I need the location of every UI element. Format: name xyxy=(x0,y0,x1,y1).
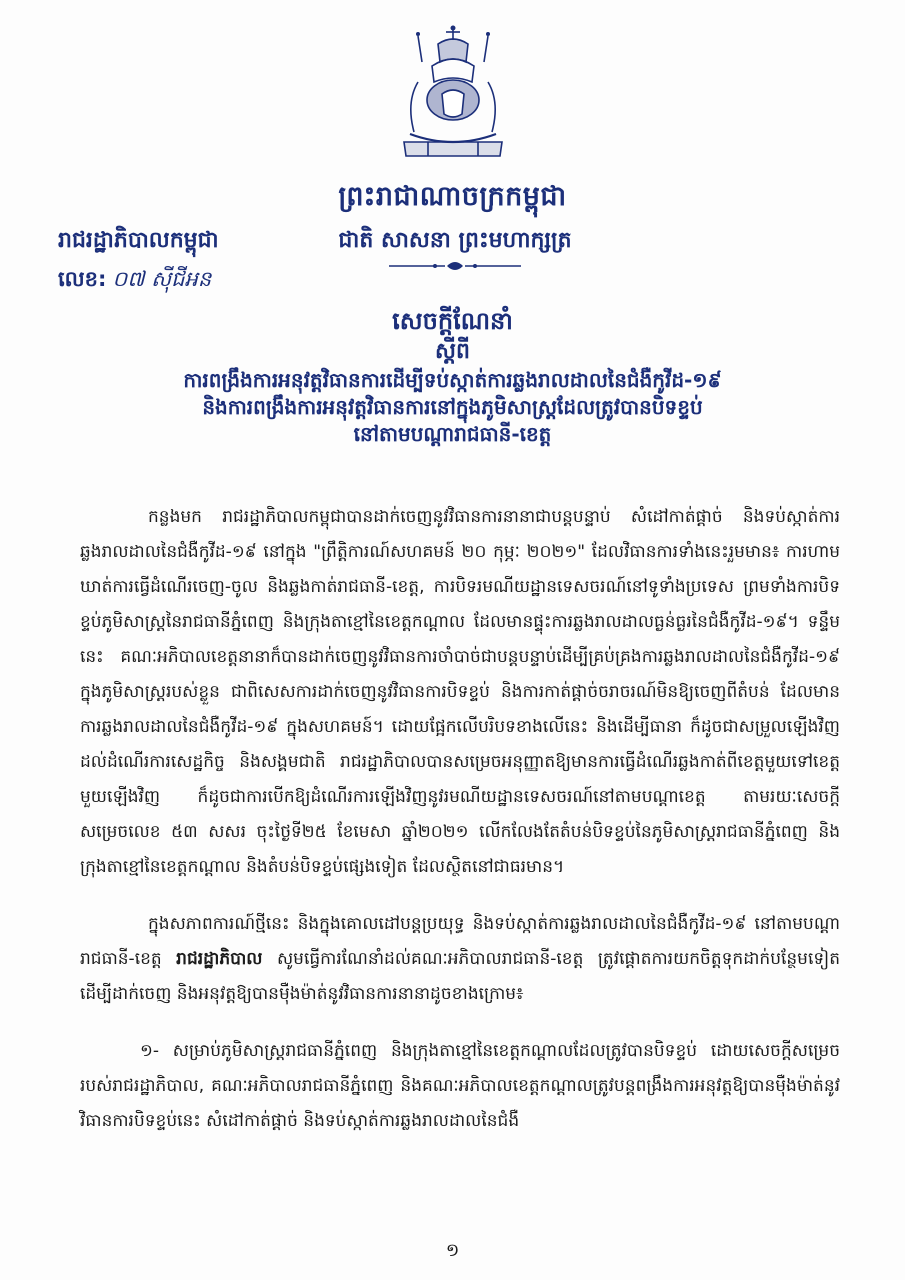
reference-number xyxy=(58,266,211,297)
national-motto: ជាតិ សាសនា ព្រះមហាក្សត្រ xyxy=(338,228,572,253)
divider-ornament xyxy=(385,258,525,274)
government-name: រាជរដ្ឋាភិបាលកម្ពុជា xyxy=(58,228,219,253)
kingdom-heading: ព្រះរាជាណាចក្រកម្ពុជា xyxy=(338,181,567,212)
body-paragraph: កន្លងមក រាជរដ្ឋាភិបាលកម្ពុជាបានដាក់ចេញនូវវិធានការនានាជាបន្តបន្ទាប់ សំដៅកាត់ផ្ដាច់ និងទប់ស្កាត់ការឆ្លងរាលដាលនៃជំងឺកូវីដ-១៩ នៅក្នុង "ព្រឹត្តិការណ៍សហគមន៍ ២០ កុម្ភៈ ២០២១" ដែលវិធានការទាំងនេះរួមមាន៖ ការហាមឃាត់ការធ្វើដំណើរចេញ-ចូល និងឆ្លងកាត់រាជធានី-ខេត្ត, ការបិទរមណីយដ្ឋានទេសចរណ៍នៅទូទាំងប្រទេស ព្រមទាំងការបិទខ្ទប់ភូមិសាស្ត្រនៃរាជធានីភ្នំពេញ និងក្រុងតាខ្មៅនៃខេត្តកណ្ដាល ដែលមានផ្ទុះការឆ្លងរាលដាលធ្ងន់ធ្ងរនៃជំងឺកូវីដ-១៩។ ទន្ទឹមនេះ គណៈអភិបាលខេត្តនានាក៏បានដាក់ចេញនូវវិធានការចាំបាច់ជាបន្តបន្ទាប់ដើម្បីគ្រប់គ្រងការឆ្លងរាលដាលនៃជំងឺកូវីដ-១៩ ក្នុងភូមិសាស្ត្ររបស់ខ្លួន ជាពិសេសការដាក់ចេញនូវវិធានការបិទខ្ទប់ និងការកាត់ផ្ដាច់ចរាចរណ៍មិនឱ្យចេញពីតំបន់ ដែលមានការឆ្លងរាលដាលនៃជំងឺកូវីដ-១៩ ក្នុងសហគមន៍។ ដោយផ្អែកលើបរិបទខាងលើនេះ និងដើម្បីធានា ក៏ដូចជាសម្រួលឡើងវិញដល់ដំណើរការសេដ្ឋកិច្ច និងសង្គមជាតិ រាជរដ្ឋាភិបាលបានសម្រេចអនុញ្ញាតឱ្យមានការធ្វើដំណើរឆ្លងកាត់ពីខេត្តមួយទៅខេត្តមួយឡើងវិញ ក៏ដូចជាការបើកឱ្យដំណើរការឡើងវិញនូវរមណីយដ្ឋានទេសចរណ៍នៅតាមបណ្ដាខេត្ត តាមរយៈសេចក្ដីសម្រេចលេខ ៥៣ សសរ ចុះថ្ងៃទី២៥ ខែមេសា ឆ្នាំ២០២១ លើកលែងតែតំបន់បិទខ្ទប់នៃភូមិសាស្ត្ររាជធានីភ្នំពេញ និងក្រុងតាខ្មៅនៃខេត្តកណ្ដាល និងតំបន់បិទខ្ទប់ផ្សេងទៀត ដែលស្ថិតនៅជាធរមាន។ xyxy=(80,507,840,877)
reference-label: លេខ: xyxy=(58,267,107,291)
paragraph-text: ក្នុងសភាពការណ៍ថ្មីនេះ និងក្នុងគោលដៅបន្តប្រយុទ្ធ និងទប់ស្កាត់ការឆ្លងរាលដាលនៃជំងឺកូវីដ-១៩ នៅតាមបណ្ដារាជធានី-ខេត្ត xyxy=(80,914,840,969)
government-emphasis: រាជរដ្ឋាភិបាល xyxy=(176,949,263,969)
royal-coat-of-arms-emblem xyxy=(388,22,518,172)
reference-value: ០៧ ស៊ីជីអន xyxy=(112,267,212,291)
document-body xyxy=(80,500,840,1161)
document-title-block xyxy=(60,305,845,448)
document-type: សេចក្ដីណែនាំ xyxy=(392,307,513,335)
subject-line: នៅតាមបណ្ដារាជធានី-ខេត្ត xyxy=(353,422,552,447)
subject-line: និងការពង្រឹងការអនុវត្តវិធានការនៅក្នុងភូមិសាស្ត្រដែលត្រូវបានបិទខ្ទប់ xyxy=(202,395,703,420)
body-paragraph: ១- សម្រាប់ភូមិសាស្ត្ររាជធានីភ្នំពេញ និងក្រុងតាខ្មៅនៃខេត្តកណ្ដាលដែលត្រូវបានបិទខ្ទប់ ដោយសេចក្ដីសម្រេចរបស់រាជរដ្ឋាភិបាល, គណៈអភិបាលរាជធានីភ្នំពេញ និងគណៈអភិបាលខេត្តកណ្ដាលត្រូវបន្តពង្រឹងការអនុវត្តឱ្យបានម៉ឺងម៉ាត់នូវវិធានការបិទខ្ទប់នេះ សំដៅកាត់ផ្ដាច់ និងទប់ស្កាត់ការឆ្លងរាលដាលនៃជំងឺ xyxy=(80,1041,840,1131)
paragraph-text: សូមធ្វើការណែនាំដល់គណៈអភិបាលរាជធានី-ខេត្ត ត្រូវផ្ដោតការយកចិត្តទុកដាក់បន្ថែមទៀតដើម្បីដាក់ចេញ និងអនុវត្តឱ្យបានម៉ឺងម៉ាត់នូវវិធានការនានាដូចខាងក្រោម៖ xyxy=(80,949,840,1004)
page-number: ១ xyxy=(445,1240,460,1261)
about-label: ស្ដីពី xyxy=(435,339,470,365)
body-paragraph xyxy=(80,907,840,1012)
subject-line: ការពង្រឹងការអនុវត្តវិធានការដើម្បីទប់ស្កាត់ការឆ្លងរាលដាលនៃជំងឺកូវីដ-១៩ xyxy=(183,368,722,393)
